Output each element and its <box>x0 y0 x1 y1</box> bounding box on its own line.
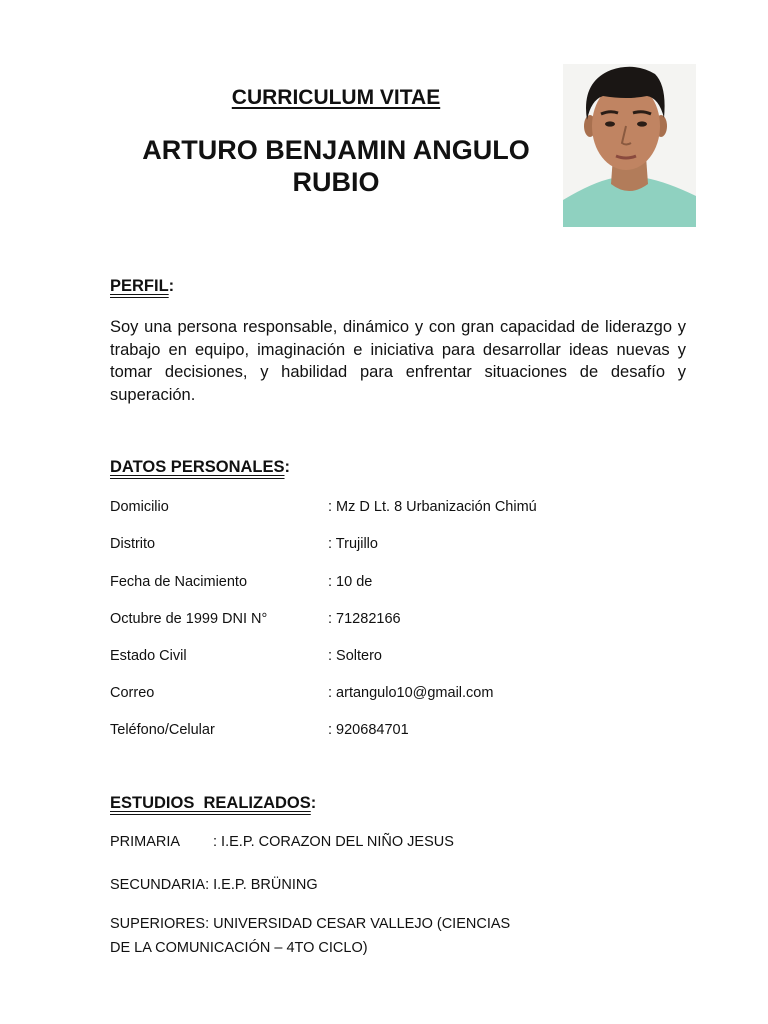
row-label: Domicilio <box>110 499 169 515</box>
cv-title: CURRICULUM VITAE <box>231 86 441 109</box>
row-value: : 10 de <box>328 574 373 590</box>
perfil-heading-colon: : <box>168 277 175 295</box>
estudios-heading-colon: : <box>310 794 317 812</box>
section-heading-datos <box>110 458 290 477</box>
study-primaria-label: PRIMARIA <box>110 834 181 850</box>
section-heading-perfil <box>110 277 174 296</box>
row-value: : 920684701 <box>328 722 409 738</box>
person-name <box>120 134 552 198</box>
profile-photo <box>563 64 696 227</box>
section-heading-estudios <box>110 794 316 813</box>
study-primaria-value: : I.E.P. CORAZON DEL NIÑO JESUS <box>213 834 454 850</box>
row-label: Distrito <box>110 536 156 552</box>
personal-row-fecha-nacimiento <box>110 574 373 590</box>
perfil-heading-text: PERFIL <box>110 277 169 295</box>
person-name-line2: RUBIO <box>292 167 380 197</box>
row-label: Octubre de 1999 DNI N° <box>110 611 268 627</box>
person-name-line1: ARTURO BENJAMIN ANGULO <box>142 135 530 165</box>
perfil-text: Soy una persona responsable, dinámico y con gran capacidad de liderazgo y trabajo en equipo, imaginación e iniciativa para desarrollar ideas nuevas y tomar decisiones, y habilidad para enfrentar situaciones de desafío y superación. <box>110 318 686 404</box>
study-superiores <box>110 912 510 960</box>
personal-row-domicilio <box>110 499 537 515</box>
row-value: : 71282166 <box>328 611 401 627</box>
personal-row-correo <box>110 685 494 701</box>
estudios-heading-text: ESTUDIOS REALIZADOS <box>110 794 311 812</box>
datos-heading-colon: : <box>284 458 290 476</box>
row-value: : Trujillo <box>328 536 378 552</box>
row-label: Estado Civil <box>110 648 187 664</box>
study-superiores-line1: SUPERIORES: UNIVERSIDAD CESAR VALLEJO (CIENCIAS <box>110 916 511 932</box>
personal-row-estado-civil <box>110 648 382 664</box>
row-label: Teléfono/Celular <box>110 722 215 738</box>
row-value: : Soltero <box>328 648 382 664</box>
study-primaria <box>110 834 454 850</box>
study-superiores-line2: DE LA COMUNICACIÓN – 4TO CICLO) <box>110 940 368 956</box>
row-label: Fecha de Nacimiento <box>110 574 248 590</box>
row-value: : Mz D Lt. 8 Urbanización Chimú <box>328 499 537 515</box>
datos-heading-text: DATOS PERSONALES <box>110 458 285 476</box>
personal-row-distrito <box>110 536 378 552</box>
study-secundaria: SECUNDARIA: I.E.P. BRÜNING <box>110 877 318 893</box>
row-label: Correo <box>110 685 155 701</box>
personal-row-telefono <box>110 722 409 738</box>
personal-row-dni <box>110 611 401 627</box>
row-value: : artangulo10@gmail.com <box>328 685 494 701</box>
